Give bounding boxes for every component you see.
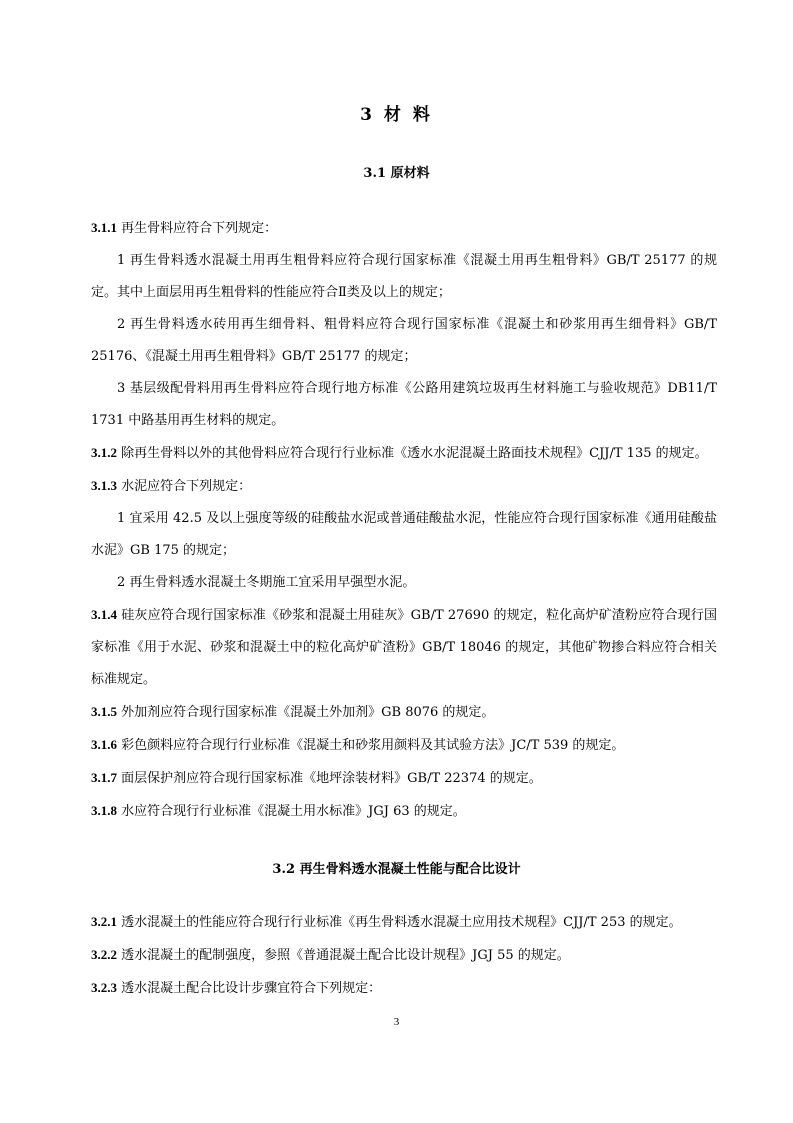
clause-text: 除再生骨料以外的其他骨料应符合现行行业标准《透水水泥混凝土路面技术规程》CJJ/T 135 的规定。 <box>117 446 708 461</box>
clause-number: 3.1.4 <box>91 607 117 622</box>
clause <box>91 795 717 828</box>
list-item <box>91 373 717 437</box>
clause-number: 3.1.1 <box>91 220 117 235</box>
clause <box>91 437 717 470</box>
list-item <box>91 245 717 309</box>
list-item-text: 2 再生骨料透水混凝土冬期施工宜采用早强型水泥。 <box>117 575 416 590</box>
clause-number: 3.1.3 <box>91 478 117 493</box>
page-number: 3 <box>393 1016 400 1028</box>
clause <box>91 212 717 245</box>
list-item-text: 1 再生骨料透水混凝土用再生粗骨料应符合现行国家标准《混凝土用再生粗骨料》GB/T 25177 的规定。其中上面层用再生粗骨料的性能应符合Ⅱ类及以上的规定； <box>91 253 717 300</box>
clause-text: 外加剂应符合现行国家标准《混凝土外加剂》GB 8076 的规定。 <box>117 705 495 720</box>
clause-number: 3.1.7 <box>91 770 117 785</box>
clause-number: 3.1.5 <box>91 704 117 719</box>
clause-text: 水应符合现行行业标准《混凝土用水标准》JGJ 63 的规定。 <box>117 804 466 819</box>
clause-number: 3.2.2 <box>91 947 117 962</box>
clause-text: 透水混凝土配合比设计步骤宜符合下列规定： <box>117 981 382 996</box>
clause-number: 3.2.1 <box>91 914 117 929</box>
clause-number: 3.1.6 <box>91 737 117 752</box>
clause <box>91 906 717 939</box>
clause-text: 面层保护剂应符合现行国家标准《地坪涂装材料》GB/T 22374 的规定。 <box>117 771 542 786</box>
clause-text: 硅灰应符合现行国家标准《砂浆和混凝土用硅灰》GB/T 27690 的规定，粒化高炉矿渣粉应符合现行国家标准《用于水泥、砂浆和混凝土中的粒化高炉矿渣粉》GB/T 18046 的规定，其他矿物掺合料应符合相关标准规定。 <box>91 608 717 687</box>
section-title: 3.1 原材料 <box>363 166 430 181</box>
clause-number: 3.1.8 <box>91 803 117 818</box>
clause-text: 彩色颜料应符合现行行业标准《混凝土和砂浆用颜料及其试验方法》JC/T 539 的规定。 <box>117 738 625 753</box>
list-item <box>91 567 717 599</box>
clause-number: 3.1.2 <box>91 445 117 460</box>
clause <box>91 972 717 1005</box>
clause-text: 水泥应符合下列规定： <box>117 479 252 494</box>
section-title: 3.2 再生骨料透水混凝土性能与配合比设计 <box>272 862 521 877</box>
chapter-title: 3 材 料 <box>360 105 433 125</box>
list-item <box>91 309 717 373</box>
clause <box>91 762 717 795</box>
clause-text: 透水混凝土的配制强度，参照《普通混凝土配合比设计规程》JGJ 55 的规定。 <box>117 948 570 963</box>
clause <box>91 470 717 503</box>
clause <box>91 729 717 762</box>
clause-text: 再生骨料应符合下列规定： <box>117 221 278 236</box>
section-body <box>91 212 717 828</box>
clause-text: 透水混凝土的性能应符合现行行业标准《再生骨料透水混凝土应用技术规程》CJJ/T 253 的规定。 <box>117 915 682 930</box>
list-item-text: 3 基层级配骨料用再生骨料应符合现行地方标准《公路用建筑垃圾再生材料施工与验收规范》DB11/T 1731 中路基用再生材料的规定。 <box>91 381 717 428</box>
section-body <box>91 906 717 1005</box>
clause <box>91 696 717 729</box>
clause-number: 3.2.3 <box>91 980 117 995</box>
list-item-text: 2 再生骨料透水砖用再生细骨料、粗骨料应符合现行国家标准《混凝土和砂浆用再生细骨料》GB/T 25176、《混凝土用再生粗骨料》GB/T 25177 的规定； <box>91 317 717 364</box>
clause <box>91 939 717 972</box>
clause <box>91 599 717 696</box>
list-item-text: 1 宜采用 42.5 及以上强度等级的硅酸盐水泥或普通硅酸盐水泥，性能应符合现行国家标准《通用硅酸盐水泥》GB 175 的规定； <box>91 511 717 558</box>
list-item <box>91 503 717 567</box>
